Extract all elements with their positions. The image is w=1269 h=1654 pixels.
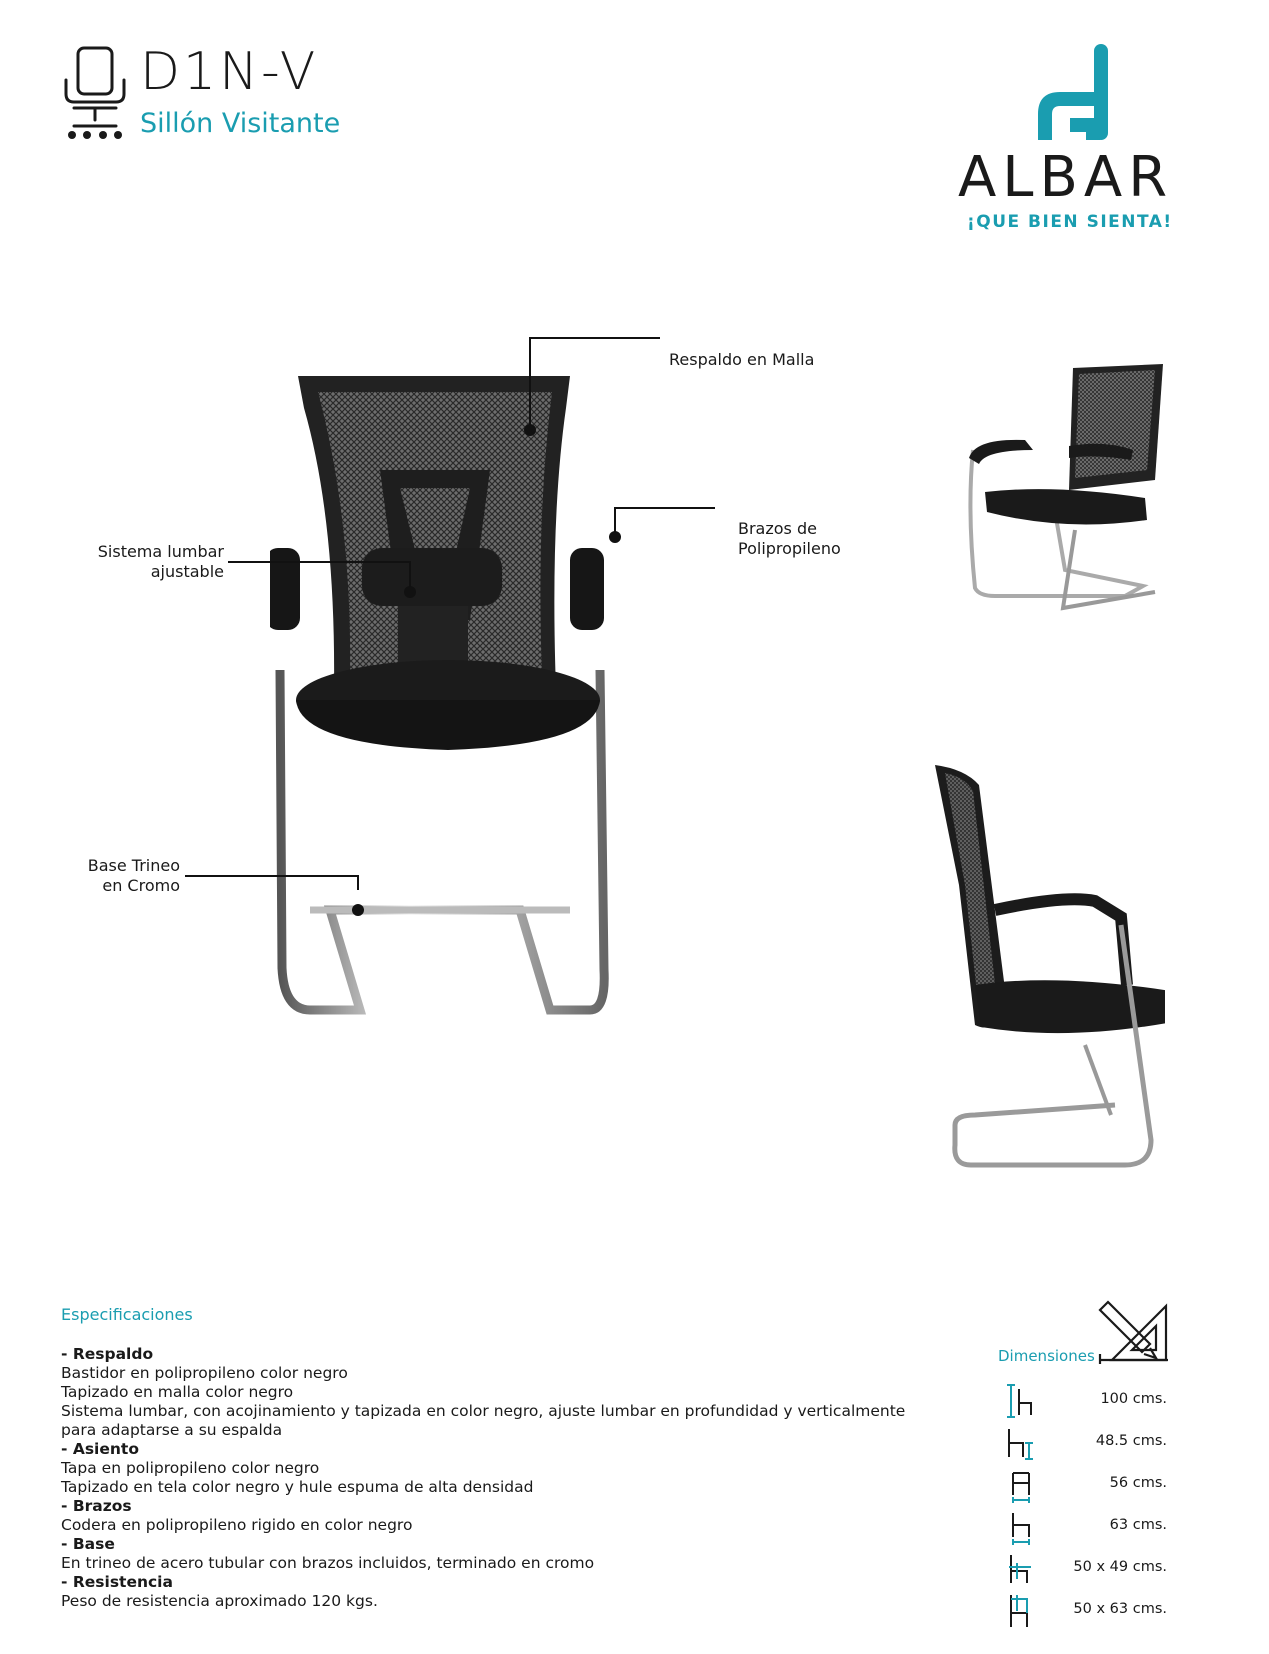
chair-side-image (935, 765, 1165, 1185)
dimension-row (1005, 1383, 1167, 1419)
spec-line: Tapizado en malla color negro (61, 1383, 294, 1401)
callout-brazos-line2: Polipropileno (738, 539, 841, 558)
backrest-size-icon (1005, 1593, 1045, 1629)
callout-base-dot (352, 904, 364, 916)
spec-line: Bastidor en polipropileno color negro (61, 1364, 348, 1382)
model-subtitle: Sillón Visitante (140, 108, 341, 139)
specs-list (61, 1345, 906, 1611)
dimension-value: 48.5 cms. (1095, 1433, 1167, 1449)
depth-icon (1005, 1509, 1045, 1545)
width-icon (1005, 1467, 1045, 1503)
chair-angle-image (965, 360, 1165, 620)
callout-brazos-line1: Brazos de (738, 519, 817, 538)
dimension-value: 50 x 49 cms. (1073, 1559, 1167, 1575)
total-height-icon (1005, 1383, 1045, 1419)
ruler-pencil-icon (1098, 1298, 1170, 1364)
callout-base-line2: en Cromo (102, 876, 180, 895)
callout-base-line1: Base Trineo (87, 856, 180, 875)
dimension-value: 63 cms. (1109, 1517, 1167, 1533)
callout-lumbar (60, 542, 224, 582)
dimension-value: 100 cms. (1100, 1391, 1167, 1407)
spec-line: En trineo de acero tubular con brazos incluidos, terminado en cromo (61, 1554, 595, 1572)
callout-lumbar-line1: Sistema lumbar (97, 542, 224, 561)
spec-line: Codera en polipropileno rigido en color negro (61, 1516, 413, 1534)
spec-line: Sistema lumbar, con acojinamiento y tapizada en color negro, ajuste lumbar en profundidad y verticalmente (61, 1402, 906, 1420)
seat-size-icon (1005, 1551, 1045, 1587)
seat-height-icon (1005, 1425, 1045, 1461)
dimensions-title: Dimensiones (998, 1347, 1095, 1365)
spec-line: - Resistencia (61, 1573, 173, 1591)
specs-title: Especificaciones (61, 1305, 193, 1324)
spec-line: - Base (61, 1535, 115, 1553)
dimension-row (1005, 1593, 1167, 1629)
brand-tagline: ¡QUE BIEN SIENTA! (967, 212, 1173, 232)
spec-line: Tapa en polipropileno color negro (61, 1459, 320, 1477)
dimension-row (1005, 1425, 1167, 1461)
albar-chair-logo-icon (1030, 44, 1110, 140)
model-title: D1N-V (140, 42, 319, 102)
brand-name: ALBAR (958, 145, 1174, 210)
callout-respaldo: Respaldo en Malla (669, 350, 815, 369)
spec-line: - Respaldo (61, 1345, 154, 1363)
dimension-row (1005, 1467, 1167, 1503)
spec-line: - Asiento (61, 1440, 139, 1458)
dimension-row (1005, 1509, 1167, 1545)
callout-lumbar-line2: ajustable (150, 562, 224, 581)
callout-brazos (738, 519, 841, 559)
callout-base (40, 856, 180, 896)
callout-lines (150, 330, 850, 890)
chair-logo-icon (62, 46, 128, 142)
dimension-row (1005, 1551, 1167, 1587)
spec-line: Peso de resistencia aproximado 120 kgs. (61, 1592, 378, 1610)
spec-line: - Brazos (61, 1497, 132, 1515)
spec-line: Tapizado en tela color negro y hule espuma de alta densidad (61, 1478, 534, 1496)
dimension-value: 50 x 63 cms. (1073, 1601, 1167, 1617)
spec-line: para adaptarse a su espalda (61, 1421, 283, 1439)
dimension-value: 56 cms. (1109, 1475, 1167, 1491)
